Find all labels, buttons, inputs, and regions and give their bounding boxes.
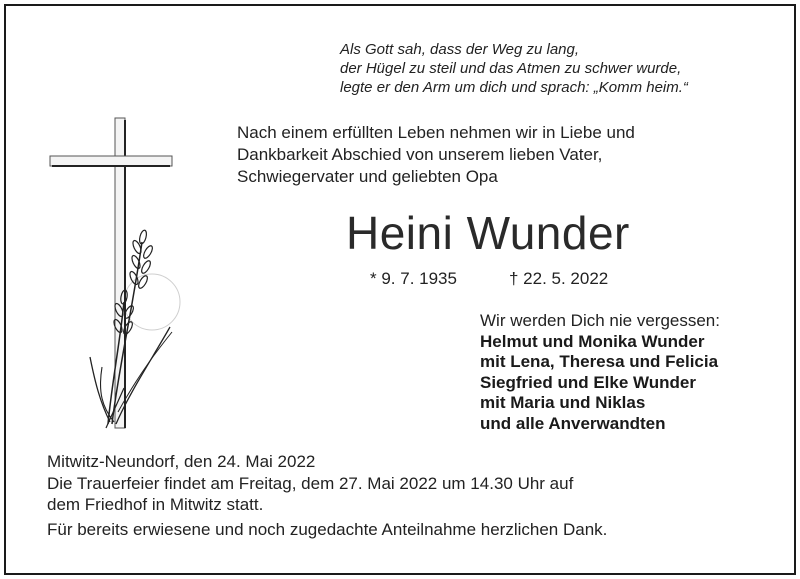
- funeral-line: Die Trauerfeier findet am Freitag, dem 27. Mai 2022 um 14.30 Uhr auf: [47, 473, 574, 493]
- birth-date: * 9. 7. 1935: [370, 269, 457, 288]
- poem-line: Als Gott sah, dass der Weg zu lang,: [340, 41, 580, 58]
- intro-line: Schwiegervater und geliebten Opa: [237, 167, 498, 186]
- mourner-name: mit Maria und Niklas: [480, 393, 646, 412]
- deceased-name: Heini Wunder: [346, 207, 630, 259]
- poem: [340, 40, 688, 97]
- cross-with-wheat-icon: [40, 112, 190, 432]
- death-date: † 22. 5. 2022: [509, 269, 609, 288]
- mourner-name: und alle Anverwandten: [480, 413, 666, 433]
- footer-text: [47, 451, 607, 540]
- mourners-intro: Wir werden Dich nie vergessen:: [480, 311, 720, 330]
- mourner-name: Siegfried und Elke Wunder: [480, 372, 696, 392]
- intro-text: [237, 122, 635, 188]
- poem-line: legte er den Arm um dich und sprach: „Komm heim.“: [340, 79, 688, 96]
- poem-line: der Hügel zu steil und das Atmen zu schwer wurde,: [340, 60, 682, 77]
- thanks-line: Für bereits erwiesene und noch zugedachte Anteilnahme herzlichen Dank.: [47, 519, 608, 539]
- mourners-block: [480, 311, 720, 434]
- funeral-line: dem Friedhof in Mitwitz statt.: [47, 495, 264, 514]
- mourner-name: mit Lena, Theresa und Felicia: [480, 352, 719, 371]
- mourner-name: Helmut und Monika Wunder: [480, 331, 705, 351]
- place-date: Mitwitz-Neundorf, den 24. Mai 2022: [47, 452, 316, 471]
- intro-line: Nach einem erfüllten Leben nehmen wir in Liebe und: [237, 123, 635, 142]
- intro-line: Dankbarkeit Abschied von unserem lieben Vater,: [237, 145, 603, 164]
